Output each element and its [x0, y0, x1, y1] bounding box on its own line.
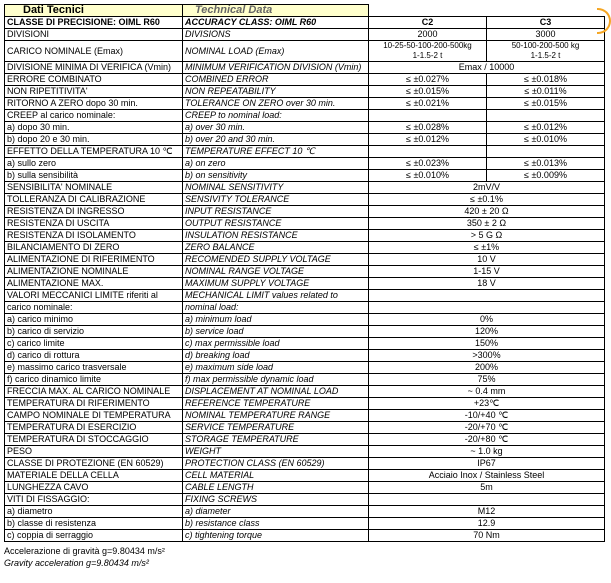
- row-label-it: LUNGHEZZA CAVO: [5, 482, 183, 494]
- technical-data-sheet: [0, 4, 611, 583]
- row-value-both: 12.9: [369, 518, 605, 530]
- table-row: [5, 470, 605, 482]
- row-label-en: b) on sensitivity: [183, 170, 369, 182]
- table-row: [5, 74, 605, 86]
- row-label-en: STORAGE TEMPERATURE: [183, 434, 369, 446]
- row-label-it: b) dopo 20 e 30 min.: [5, 134, 183, 146]
- row-value-c2: 10-25-50-100-200-500kg 1-1.5-2 t: [369, 41, 487, 62]
- row-label-it: PESO: [5, 446, 183, 458]
- table-row: [5, 362, 605, 374]
- header-spacer-c3: [487, 5, 605, 17]
- technical-data-table: [4, 4, 605, 542]
- row-label-en: c) max permissible load: [183, 338, 369, 350]
- row-label-it: FRECCIA MAX. AL CARICO NOMINALE: [5, 386, 183, 398]
- row-value-both: [369, 494, 605, 506]
- row-label-en: ACCURACY CLASS: OIML R60: [183, 17, 369, 29]
- row-label-en: d) breaking load: [183, 350, 369, 362]
- row-value-both: ~ 1.0 kg: [369, 446, 605, 458]
- table-row: [5, 386, 605, 398]
- footnote-block: [4, 545, 611, 569]
- row-label-en: b) over 20 and 30 min.: [183, 134, 369, 146]
- footnote-en: Gravity acceleration g=9.80434 m/s²: [4, 558, 149, 568]
- row-value-both: 70 Nm: [369, 530, 605, 542]
- row-value-c2: ≤ ±0.028%: [369, 122, 487, 134]
- row-label-en: SERVICE TEMPERATURE: [183, 422, 369, 434]
- row-value-both: ~ 0.4 mm: [369, 386, 605, 398]
- table-header-row: [5, 5, 605, 17]
- row-value-c3: ≤ ±0.011%: [487, 86, 605, 98]
- row-label-it: EFFETTO DELLA TEMPERATURA 10 ℃: [5, 146, 183, 158]
- table-row: [5, 410, 605, 422]
- row-value-both: Acciaio Inox / Stainless Steel: [369, 470, 605, 482]
- row-value-c3: C3: [487, 17, 605, 29]
- table-row: [5, 194, 605, 206]
- row-label-en: DIVISIONS: [183, 29, 369, 41]
- row-label-en: OUTPUT RESISTANCE: [183, 218, 369, 230]
- table-row: [5, 338, 605, 350]
- row-label-en: MINIMUM VERIFICATION DIVISION (Vmin): [183, 62, 369, 74]
- table-row: [5, 110, 605, 122]
- row-label-it: b) carico di servizio: [5, 326, 183, 338]
- row-label-en: PROTECTION CLASS (EN 60529): [183, 458, 369, 470]
- table-row: [5, 62, 605, 74]
- table-row: [5, 506, 605, 518]
- header-title-en: Technical Data: [183, 5, 369, 17]
- table-row: [5, 446, 605, 458]
- row-label-en: f) max permissible dynamic load: [183, 374, 369, 386]
- row-label-it: SENSIBILITA' NOMINALE: [5, 182, 183, 194]
- row-value-both: 1-15 V: [369, 266, 605, 278]
- row-label-it: RESISTENZA DI USCITA: [5, 218, 183, 230]
- row-value-c3: 50-100-200-500 kg 1-1.5-2 t: [487, 41, 605, 62]
- row-value-both: ≤ ±1%: [369, 242, 605, 254]
- table-row: [5, 170, 605, 182]
- page-corner-marker: [597, 8, 611, 34]
- row-label-it: c) carico limite: [5, 338, 183, 350]
- row-label-en: TEMPERATURE EFFECT 10 ℃: [183, 146, 369, 158]
- row-label-en: WEIGHT: [183, 446, 369, 458]
- row-value-c2: ≤ ±0.021%: [369, 98, 487, 110]
- row-label-it: VALORI MECCANICI LIMITE riferiti al: [5, 290, 183, 302]
- row-label-it: ALIMENTAZIONE MAX.: [5, 278, 183, 290]
- row-label-it: CLASSE DI PROTEZIONE (EN 60529): [5, 458, 183, 470]
- table-row: [5, 254, 605, 266]
- table-row: [5, 302, 605, 314]
- table-row: [5, 182, 605, 194]
- row-label-it: CARICO NOMINALE (Emax): [5, 41, 183, 62]
- row-label-en: CREEP to nominal load:: [183, 110, 369, 122]
- footnote-it: Accelerazione di gravità g=9.80434 m/s²: [4, 546, 165, 556]
- row-value-c2: C2: [369, 17, 487, 29]
- table-row: [5, 206, 605, 218]
- row-label-it: BILANCIAMENTO DI ZERO: [5, 242, 183, 254]
- row-label-en: NOMINAL TEMPERATURE RANGE: [183, 410, 369, 422]
- row-label-en: e) maximum side load: [183, 362, 369, 374]
- row-value-c3: ≤ ±0.015%: [487, 98, 605, 110]
- row-label-en: NOMINAL LOAD (Emax): [183, 41, 369, 62]
- row-label-it: DIVISIONE MINIMA DI VERIFICA (Vmin): [5, 62, 183, 74]
- row-value-both: M12: [369, 506, 605, 518]
- row-label-it: ALIMENTAZIONE DI RIFERIMENTO: [5, 254, 183, 266]
- row-label-en: MAXIMUM SUPPLY VOLTAGE: [183, 278, 369, 290]
- row-label-it: b) classe di resistenza: [5, 518, 183, 530]
- row-value-c3: [487, 110, 605, 122]
- row-label-it: ERRORE COMBINATO: [5, 74, 183, 86]
- row-label-it: d) carico di rottura: [5, 350, 183, 362]
- table-row: [5, 494, 605, 506]
- header-title-it: Dati Tecnici: [5, 5, 183, 17]
- table-row: [5, 134, 605, 146]
- row-label-en: b) service load: [183, 326, 369, 338]
- row-label-en: INSULATION RESISTANCE: [183, 230, 369, 242]
- table-row: [5, 314, 605, 326]
- table-body: [5, 5, 605, 542]
- table-row: [5, 146, 605, 158]
- row-label-it: RESISTENZA DI INGRESSO: [5, 206, 183, 218]
- row-label-it: a) diametro: [5, 506, 183, 518]
- table-row: [5, 290, 605, 302]
- row-value-c3: ≤ ±0.013%: [487, 158, 605, 170]
- row-value-both: > 5 G Ω: [369, 230, 605, 242]
- row-value-c3: ≤ ±0.018%: [487, 74, 605, 86]
- row-value-c2: ≤ ±0.012%: [369, 134, 487, 146]
- row-label-en: INPUT RESISTANCE: [183, 206, 369, 218]
- row-label-en: DISPLACEMENT AT NOMINAL LOAD: [183, 386, 369, 398]
- header-spacer-c2: [369, 5, 487, 17]
- row-value-both: 75%: [369, 374, 605, 386]
- table-row: [5, 422, 605, 434]
- row-value-both: 18 V: [369, 278, 605, 290]
- row-value-both: 2mV/V: [369, 182, 605, 194]
- row-label-it: NON RIPETITIVITA': [5, 86, 183, 98]
- row-label-en: TOLERANCE ON ZERO over 30 min.: [183, 98, 369, 110]
- row-label-en: a) over 30 min.: [183, 122, 369, 134]
- row-value-both: [369, 290, 605, 302]
- row-value-c3: ≤ ±0.012%: [487, 122, 605, 134]
- row-label-en: RECOMENDED SUPPLY VOLTAGE: [183, 254, 369, 266]
- row-value-both: -20/+70 ℃: [369, 422, 605, 434]
- row-value-both: IP67: [369, 458, 605, 470]
- row-label-it: a) sullo zero: [5, 158, 183, 170]
- row-label-it: CREEP al carico nominale:: [5, 110, 183, 122]
- row-label-en: SENSIVITY TOLERANCE: [183, 194, 369, 206]
- row-label-en: NON REPEATABILITY: [183, 86, 369, 98]
- row-label-it: f) carico dinamico limite: [5, 374, 183, 386]
- row-value-c3: ≤ ±0.009%: [487, 170, 605, 182]
- row-label-it: RESISTENZA DI ISOLAMENTO: [5, 230, 183, 242]
- table-row: [5, 374, 605, 386]
- table-row: [5, 530, 605, 542]
- row-label-it: e) massimo carico trasversale: [5, 362, 183, 374]
- table-row: [5, 41, 605, 62]
- row-label-en: NOMINAL RANGE VOLTAGE: [183, 266, 369, 278]
- row-value-both: -20/+80 ℃: [369, 434, 605, 446]
- row-value-c2: ≤ ±0.023%: [369, 158, 487, 170]
- table-row: [5, 86, 605, 98]
- row-value-c2: ≤ ±0.010%: [369, 170, 487, 182]
- row-label-it: c) coppia di serraggio: [5, 530, 183, 542]
- row-value-both: 350 ± 2 Ω: [369, 218, 605, 230]
- row-label-it: TOLLERANZA DI CALIBRAZIONE: [5, 194, 183, 206]
- row-label-it: DIVISIONI: [5, 29, 183, 41]
- row-label-it: CLASSE DI PRECISIONE: OIML R60: [5, 17, 183, 29]
- row-value-c2: ≤ ±0.027%: [369, 74, 487, 86]
- row-label-en: a) diameter: [183, 506, 369, 518]
- table-row: [5, 266, 605, 278]
- row-label-en: nominal load:: [183, 302, 369, 314]
- row-label-it: TEMPERATURA DI RIFERIMENTO: [5, 398, 183, 410]
- table-row: [5, 458, 605, 470]
- row-label-en: COMBINED ERROR: [183, 74, 369, 86]
- row-label-en: CELL MATERIAL: [183, 470, 369, 482]
- table-row: [5, 98, 605, 110]
- row-label-en: FIXING SCREWS: [183, 494, 369, 506]
- row-label-it: a) carico minimo: [5, 314, 183, 326]
- row-label-it: carico nominale:: [5, 302, 183, 314]
- row-label-en: CABLE LENGTH: [183, 482, 369, 494]
- table-row: [5, 158, 605, 170]
- row-value-c2: [369, 146, 487, 158]
- table-row: [5, 326, 605, 338]
- table-row: [5, 518, 605, 530]
- row-value-c2: [369, 110, 487, 122]
- row-label-en: MECHANICAL LIMIT values related to: [183, 290, 369, 302]
- row-label-it: TEMPERATURA DI STOCCAGGIO: [5, 434, 183, 446]
- table-row: [5, 17, 605, 29]
- row-value-both: 200%: [369, 362, 605, 374]
- row-value-c2: 2000: [369, 29, 487, 41]
- row-label-en: a) minimum load: [183, 314, 369, 326]
- row-label-en: NOMINAL SENSITIVITY: [183, 182, 369, 194]
- row-label-it: TEMPERATURA DI ESERCIZIO: [5, 422, 183, 434]
- row-label-it: RITORNO A ZERO dopo 30 min.: [5, 98, 183, 110]
- row-label-it: ALIMENTAZIONE NOMINALE: [5, 266, 183, 278]
- row-value-both: >300%: [369, 350, 605, 362]
- row-label-en: b) resistance class: [183, 518, 369, 530]
- row-label-en: a) on zero: [183, 158, 369, 170]
- table-row: [5, 278, 605, 290]
- row-value-both: 5m: [369, 482, 605, 494]
- table-row: [5, 218, 605, 230]
- row-label-en: REFERENCE TEMPERATURE: [183, 398, 369, 410]
- row-label-it: VITI DI FISSAGGIO:: [5, 494, 183, 506]
- row-value-both: 0%: [369, 314, 605, 326]
- table-row: [5, 482, 605, 494]
- row-value-both: 420 ± 20 Ω: [369, 206, 605, 218]
- table-row: [5, 230, 605, 242]
- table-row: [5, 242, 605, 254]
- row-value-both: -10/+40 ℃: [369, 410, 605, 422]
- row-value-both: Emax / 10000: [369, 62, 605, 74]
- row-label-it: a) dopo 30 min.: [5, 122, 183, 134]
- table-row: [5, 122, 605, 134]
- row-value-both: 150%: [369, 338, 605, 350]
- table-row: [5, 398, 605, 410]
- row-value-c2: ≤ ±0.015%: [369, 86, 487, 98]
- row-value-both: ≤ ±0.1%: [369, 194, 605, 206]
- row-label-en: c) tightening torque: [183, 530, 369, 542]
- row-value-c3: ≤ ±0.010%: [487, 134, 605, 146]
- row-value-c3: 3000: [487, 29, 605, 41]
- table-row: [5, 29, 605, 41]
- row-value-both: 120%: [369, 326, 605, 338]
- table-row: [5, 434, 605, 446]
- row-label-it: MATERIALE DELLA CELLA: [5, 470, 183, 482]
- row-label-en: ZERO BALANCE: [183, 242, 369, 254]
- row-value-c3: [487, 146, 605, 158]
- row-value-both: +23℃: [369, 398, 605, 410]
- row-value-both: [369, 302, 605, 314]
- table-row: [5, 350, 605, 362]
- row-label-it: b) sulla sensibilità: [5, 170, 183, 182]
- row-label-it: CAMPO NOMINALE DI TEMPERATURA: [5, 410, 183, 422]
- row-value-both: 10 V: [369, 254, 605, 266]
